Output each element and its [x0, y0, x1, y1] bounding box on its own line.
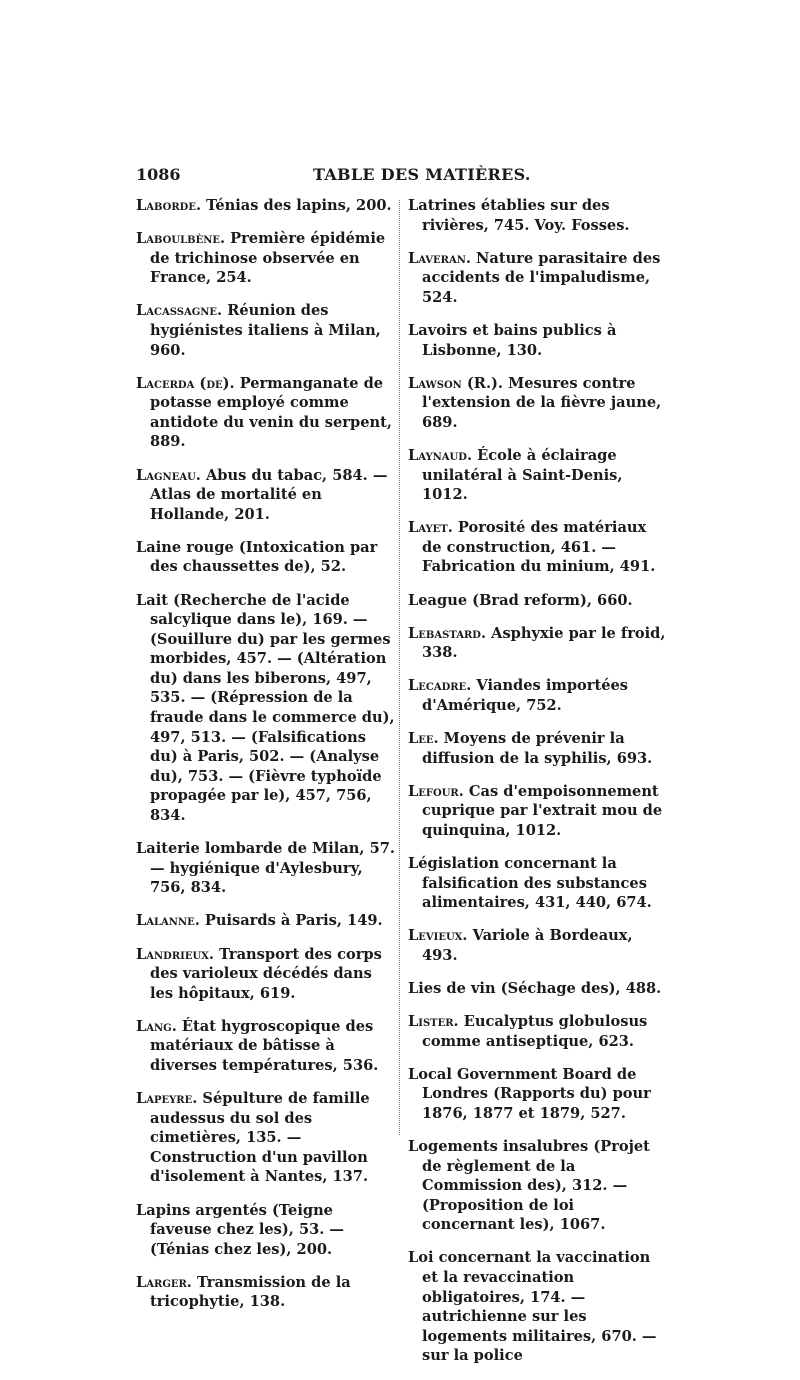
index-entry — [136, 229, 398, 288]
index-entry — [408, 676, 670, 715]
entry-heading: Lecadre. — [408, 677, 472, 695]
entry-text: Nature parasitaire des accidents de l'impaludisme, 524. — [422, 249, 661, 306]
entry-text: Laiterie lombarde de Milan, 57. — hygiénique d'Aylesbury, 756, 834. — [136, 840, 395, 897]
entry-heading: Laynaud. — [408, 446, 473, 464]
index-entry — [136, 374, 398, 452]
index-entry — [136, 466, 398, 525]
index-entry — [136, 1089, 398, 1187]
index-entry — [408, 1012, 670, 1051]
entry-heading: Lacerda (de). — [136, 374, 235, 392]
entry-text: Latrines établies sur des rivières, 745. Voy. Fosses. — [408, 197, 630, 234]
entry-text: Laine rouge (Intoxication par des chaussettes de), 52. — [136, 538, 378, 576]
page-number: 1086 — [136, 165, 181, 184]
entry-text: État hygroscopique des matériaux de bâtisse à diverses températures, 536. — [150, 1017, 379, 1074]
entry-text: Cas d'empoisonnement cuprique par l'extrait mou de quinquina, 1012. — [422, 782, 663, 839]
index-entry — [408, 518, 670, 577]
entry-heading: Larger. — [136, 1273, 192, 1291]
index-entry — [408, 196, 670, 235]
index-entry — [408, 782, 670, 841]
entry-text: Transport des corps des varioleux décédés dans les hôpitaux, 619. — [150, 945, 382, 1002]
index-entry — [136, 1201, 398, 1260]
index-entry — [136, 945, 398, 1004]
index-entry — [136, 1017, 398, 1076]
entry-heading: Laveran. — [408, 249, 471, 267]
index-entry — [136, 591, 398, 826]
entry-text: Moyens de prévenir la diffusion de la syphilis, 693. — [422, 729, 653, 767]
entry-heading: Layet. — [408, 519, 453, 537]
entry-text: Abus du tabac, 584. — Atlas de mortalité en Hollande, 201. — [150, 466, 388, 523]
index-entry — [408, 729, 670, 768]
index-entry — [408, 624, 670, 663]
index-column-left — [136, 196, 398, 1326]
index-entry — [408, 1137, 670, 1235]
entry-heading: Lee. — [408, 729, 439, 747]
entry-text: Permanganate de potasse employé comme antidote du venin du serpent, 889. — [150, 374, 392, 451]
entry-heading: Levieux. — [408, 927, 468, 945]
entry-heading: Lawson (R.). — [408, 374, 504, 392]
entry-heading: Lalanne. — [136, 912, 200, 930]
entry-text: Viandes importées d'Amérique, 752. — [422, 677, 628, 714]
entry-text: Transmission de la tricophytie, 138. — [150, 1273, 351, 1311]
index-entry — [408, 854, 670, 913]
entry-heading: Lister. — [408, 1013, 459, 1030]
entry-heading: Lang. — [136, 1017, 177, 1035]
index-entry — [136, 301, 398, 360]
entry-text: Lapins argentés (Teigne faveuse chez les), 53. — (Ténias chez les), 200. — [136, 1201, 345, 1258]
entry-text: Logements insalubres (Projet de règlement de la Commission des), 312. — (Proposition de loi concernant les), 1067. — [408, 1137, 650, 1234]
entry-text: Sépulture de famille audessus du sol des cimetières, 135. — Construction d'un pavillon d'isolement à Nantes, 137. — [150, 1090, 370, 1186]
entry-heading: Lagneau. — [136, 466, 201, 484]
column-divider — [399, 200, 400, 1135]
entry-heading: Lebastard. — [408, 624, 487, 642]
entry-text: Réunion des hygiénistes italiens à Milan, 960. — [150, 302, 381, 359]
entry-text: Lavoirs et bains publics à Lisbonne, 130. — [408, 321, 617, 359]
entry-heading: Lapeyre. — [136, 1090, 198, 1108]
index-entry — [408, 1065, 670, 1124]
index-entry — [408, 446, 670, 505]
entry-text: Ténias des lapins, 200. — [201, 197, 392, 214]
entry-text: Puisards à Paris, 149. — [199, 912, 383, 930]
entry-text: Porosité des matériaux de construction, 461. — Fabrication du minium, 491. — [422, 519, 656, 576]
index-entry — [408, 1248, 670, 1366]
entry-heading: Lefour. — [408, 782, 464, 800]
entry-text: Asphyxie par le froid, 338. — [422, 624, 666, 662]
entry-text: Eucalyptus globulosus comme antiseptique, 623. — [422, 1013, 648, 1050]
running-title: TABLE DES MATIÈRES. — [313, 165, 531, 184]
entry-text: Législation concernant la falsification des substances alimentaires, 431, 440, 674. — [408, 854, 652, 912]
index-entry — [136, 1273, 398, 1312]
entry-text: Première épidémie de trichinose observée en France, 254. — [150, 230, 386, 287]
entry-text: Variole à Bordeaux, 493. — [422, 927, 633, 964]
index-entry — [136, 538, 398, 577]
entry-text: League (Brad reform), 660. — [408, 591, 633, 609]
entry-heading: Laboulbène. — [136, 230, 226, 248]
index-entry — [136, 839, 398, 898]
index-entry — [408, 591, 670, 611]
index-entry — [408, 249, 670, 308]
entry-text: Lies de vin (Séchage des), 488. — [408, 979, 662, 997]
entry-text: École à éclairage unilatéral à Saint-Denis, 1012. — [422, 446, 623, 504]
entry-text: Loi concernant la vaccination et la revaccination obligatoires, 174. — autrichienne sur les logements militaires, 670. — sur la police — [408, 1249, 657, 1365]
entry-text: Lait (Recherche de l'acide salcylique dans le), 169. — (Souillure du) par les germes morbides, 457. — (Altération du) dans les biberons, 497, 535. — (Répression de la fraude dans le commerce du), 497, 513. — (Falsifications du) à Paris, 502. — (Analyse du), 753. — (Fièvre typhoïde propagée par le), 457, 756, 834. — [136, 591, 395, 825]
entry-text: Mesures contre l'extension de la fièvre jaune, 689. — [422, 374, 662, 431]
index-entry — [408, 321, 670, 360]
index-entry — [408, 926, 670, 965]
index-entry — [408, 374, 670, 433]
index-entry — [136, 911, 398, 931]
entry-heading: Laborde. — [136, 197, 202, 214]
index-entry — [408, 979, 670, 999]
index-entry — [136, 196, 398, 216]
entry-heading: Lacassagne. — [136, 302, 223, 320]
entry-text: Local Government Board de Londres (Rapports du) pour 1876, 1877 et 1879, 527. — [408, 1065, 651, 1122]
index-column-right — [408, 196, 670, 1380]
page-header — [136, 165, 666, 189]
entry-heading: Landrieux. — [136, 945, 215, 963]
